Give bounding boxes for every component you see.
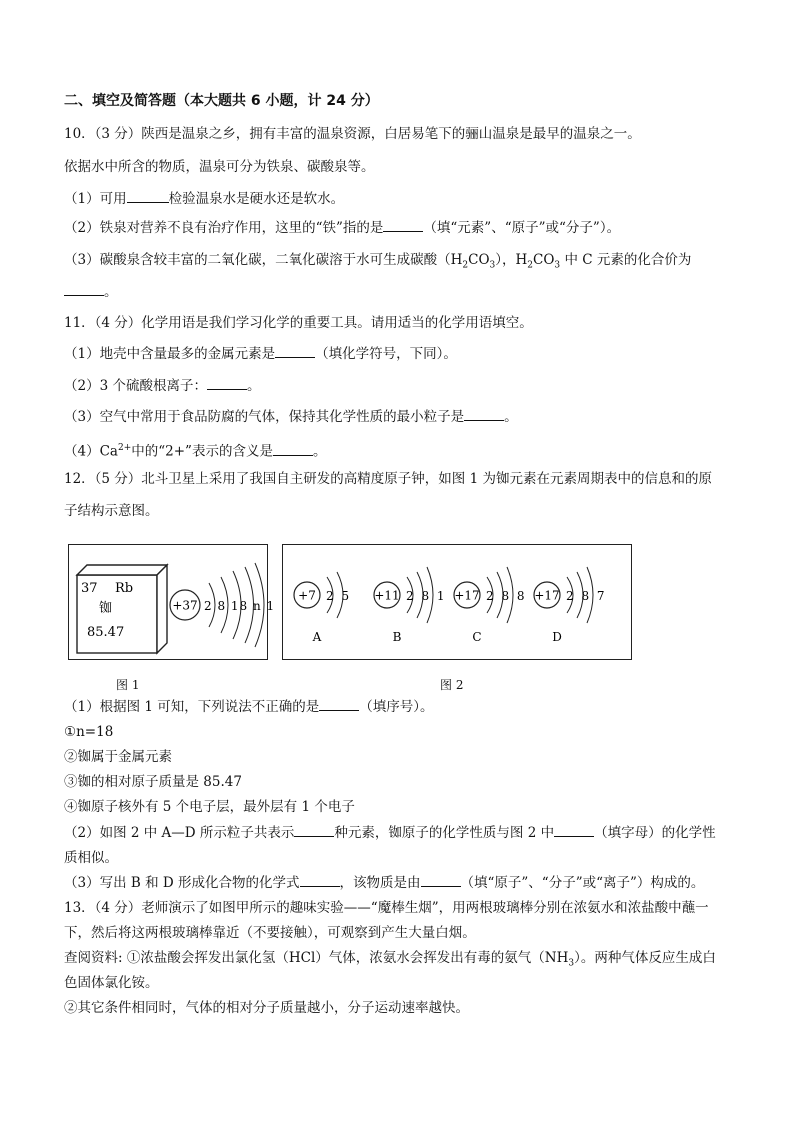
particle-shell-electrons: 2 8 8 (486, 589, 527, 603)
q12-part1-blank[interactable] (319, 698, 359, 711)
q11-part3-text-a: （3）空气中常用于食品防腐的气体，保持其化学性质的最小粒子是 (64, 409, 465, 425)
rb-nucleus-charge: +37 (172, 598, 198, 613)
q12-part3-blank-1[interactable] (300, 874, 340, 887)
q10-part1-text-b: 检验温泉水是硬水还是软水。 (168, 191, 345, 207)
q12-part1-text-a: （1）根据图 1 可知，下列说法不正确的是 (64, 699, 320, 715)
particle-nucleus-charge: +17 (454, 588, 480, 603)
q11-part4-blank[interactable] (273, 443, 313, 456)
figure-1-caption: 图 1 (116, 678, 140, 692)
q10-part3-sub2: 3 (489, 260, 496, 271)
q13-reference-2: ②其它条件相同时，气体的相对分子质量越小，分子运动速率越快。 (64, 1000, 469, 1016)
q11-part2-text-a: （2）3 个硫酸根离子： (64, 378, 207, 394)
q11-part1-text-b: （填化学符号，下同）。 (315, 346, 457, 362)
q11-part1-text-a: （1）地壳中含量最多的金属元素是 (64, 346, 276, 362)
q12-stem-line2: 子结构示意图。 (64, 503, 159, 519)
q11-part3-text-b: 。 (504, 409, 518, 425)
q11-stem: 11．（4 分）化学用语是我们学习化学的重要工具。请用适当的化学用语填空。 (64, 315, 533, 331)
q10-part3-blank[interactable] (64, 283, 104, 296)
q12-part1-text-b: （填序号）。 (359, 699, 434, 715)
q12-part3-text-c: （填“原子”、“分子”或“离子”）构成的。 (460, 875, 705, 891)
particle-B (374, 567, 447, 644)
particle-nucleus-charge: +17 (534, 588, 560, 603)
particle-shell-electrons: 2 8 7 (566, 589, 607, 603)
q10-part1 (64, 190, 344, 208)
particle-C (454, 567, 527, 644)
q10-part3-text-a: （3）碳酸泉含较丰富的二氧化碳，二氧化碳溶于水可生成碳酸（H (64, 252, 463, 268)
q12-part2-text-c: （填字母）的化学性 (594, 825, 716, 841)
particle-label: C (472, 630, 482, 644)
element-name: 铷 (99, 601, 113, 616)
particle-shell-electrons: 2 5 (326, 589, 352, 603)
q13-reference-1-cont: 色固体氯化铵。 (64, 975, 159, 991)
q12-option-2: ②铷属于金属元素 (64, 749, 172, 765)
element-number: 37 (81, 581, 98, 596)
particle-label: B (392, 630, 402, 644)
q10-stem-line1: 10．（3 分）陕西是温泉之乡，拥有丰富的温泉资源，白居易笔下的骊山温泉是最早的温泉之一。 (64, 126, 641, 142)
particle-shell-electrons: 2 8 1 (406, 589, 447, 603)
q10-part2-text-a: （2）铁泉对营养不良有治疗作用，这里的“铁”指的是 (64, 220, 384, 236)
q12-part2-cont: 质相似。 (64, 850, 118, 866)
q10-part3-text-c: ），H (495, 252, 528, 268)
q10-part2-text-b: （填“元素”、“原子”或“分子”）。 (423, 220, 621, 236)
q10-part2 (64, 219, 620, 237)
q12-option-1: ①n=18 (64, 724, 114, 740)
q10-part3-text-e: 中 C 元素的化合价为 (560, 252, 692, 268)
q13-reference-1-text-b: ）。两种气体反应生成白 (574, 950, 716, 966)
q12-part3-text-a: （3）写出 B 和 D 形成化合物的化学式 (64, 875, 300, 891)
figure-2-caption: 图 2 (440, 678, 464, 692)
figure-2 (282, 544, 632, 660)
q10-part3-sub4: 3 (554, 260, 561, 271)
particle-nucleus-charge: +7 (298, 588, 316, 603)
q13-stem-line2: 下，然后将这两根玻璃棒靠近（不要接触），可观察到产生大量白烟。 (64, 925, 476, 941)
q11-part2-blank[interactable] (207, 377, 247, 390)
q13-reference-1-text-a: 查阅资料: ①浓盐酸会挥发出氯化氢（HCl）气体，浓氨水会挥发出有毒的氨气（NH (64, 950, 569, 966)
element-cell-side (157, 565, 167, 653)
q12-option-4: ④铷原子核外有 5 个电子层，最外层有 1 个电子 (64, 799, 355, 815)
q12-part2-text-a: （2）如图 2 中 A—D 所示粒子共表示 (64, 825, 295, 841)
q11-part1 (64, 345, 457, 363)
q12-part3-blank-2[interactable] (421, 874, 461, 887)
figure-2-drawing (283, 545, 631, 659)
q10-part3-end: 。 (104, 284, 118, 300)
q10-stem-line2: 依据水中所含的物质，温泉可分为铁泉、碳酸泉等。 (64, 159, 375, 175)
q12-part2-blank-2[interactable] (554, 824, 594, 837)
particle-D (534, 567, 607, 644)
particle-A (294, 572, 351, 644)
q10-part1-text-a: （1）可用 (64, 191, 127, 207)
figure-1-drawing (69, 545, 276, 659)
q12-option-3: ③铷的相对原子质量是 85.47 (64, 774, 242, 790)
element-mass: 85.47 (87, 625, 125, 640)
q12-part3 (64, 874, 704, 892)
q10-part3-text-b: CO (468, 252, 490, 268)
q10-part3-sub3: 2 (527, 260, 534, 271)
element-cell-top (77, 565, 167, 575)
particle-nucleus-charge: +11 (374, 588, 400, 603)
q12-part2-text-b: 种元素，铷原子的化学性质与图 2 中 (334, 825, 555, 841)
q12-part1 (64, 698, 434, 716)
q12-part2 (64, 824, 716, 842)
q12-part3-text-b: ，该物质是由 (339, 875, 421, 891)
q10-part3-sub1: 2 (462, 260, 469, 271)
q10-part3-text-d: CO (533, 252, 555, 268)
q12-part2-blank-1[interactable] (294, 824, 334, 837)
element-symbol: Rb (115, 581, 134, 596)
q11-part1-blank[interactable] (275, 345, 315, 358)
q10-part1-blank[interactable] (127, 190, 169, 203)
q11-part2-text-b: 。 (246, 378, 261, 394)
q10-part3-cont (64, 283, 118, 301)
q11-part2 (64, 377, 260, 395)
q11-part4-sup: 2+ (117, 443, 132, 453)
q11-part4 (64, 439, 326, 461)
q11-part4-text-b: 中的“2+”表示的含义是 (131, 443, 273, 460)
q11-part4-text-c: 。 (312, 443, 327, 460)
section-heading: 二、填空及简答题（本大题共 6 小题，计 24 分） (64, 93, 379, 109)
q13-stem-line1: 13．（4 分）老师演示了如图甲所示的趣味实验——“魔棒生烟”，用两根玻璃棒分别在浓氨水和浓盐酸中蘸一 (64, 900, 709, 916)
q13-reference-1 (64, 949, 716, 973)
q10-part2-blank[interactable] (383, 219, 423, 232)
q11-part3 (64, 408, 518, 426)
particle-diagrams (294, 567, 607, 644)
q11-part3-blank[interactable] (464, 408, 504, 421)
q11-part4-text-a: （4）Ca (64, 443, 118, 460)
figure-1 (68, 544, 276, 660)
q12-stem-line1: 12．（5 分）北斗卫星上采用了我国自主研发的高精度原子钟，如图 1 为铷元素在元素周期表中的信息和的原 (64, 471, 712, 487)
particle-label: D (552, 630, 562, 644)
particle-label: A (312, 630, 322, 644)
q13-reference-1-sub: 3 (568, 958, 575, 969)
q10-part3 (64, 251, 691, 275)
rb-shell-electrons: 2 8 18 n 1 (204, 599, 276, 613)
